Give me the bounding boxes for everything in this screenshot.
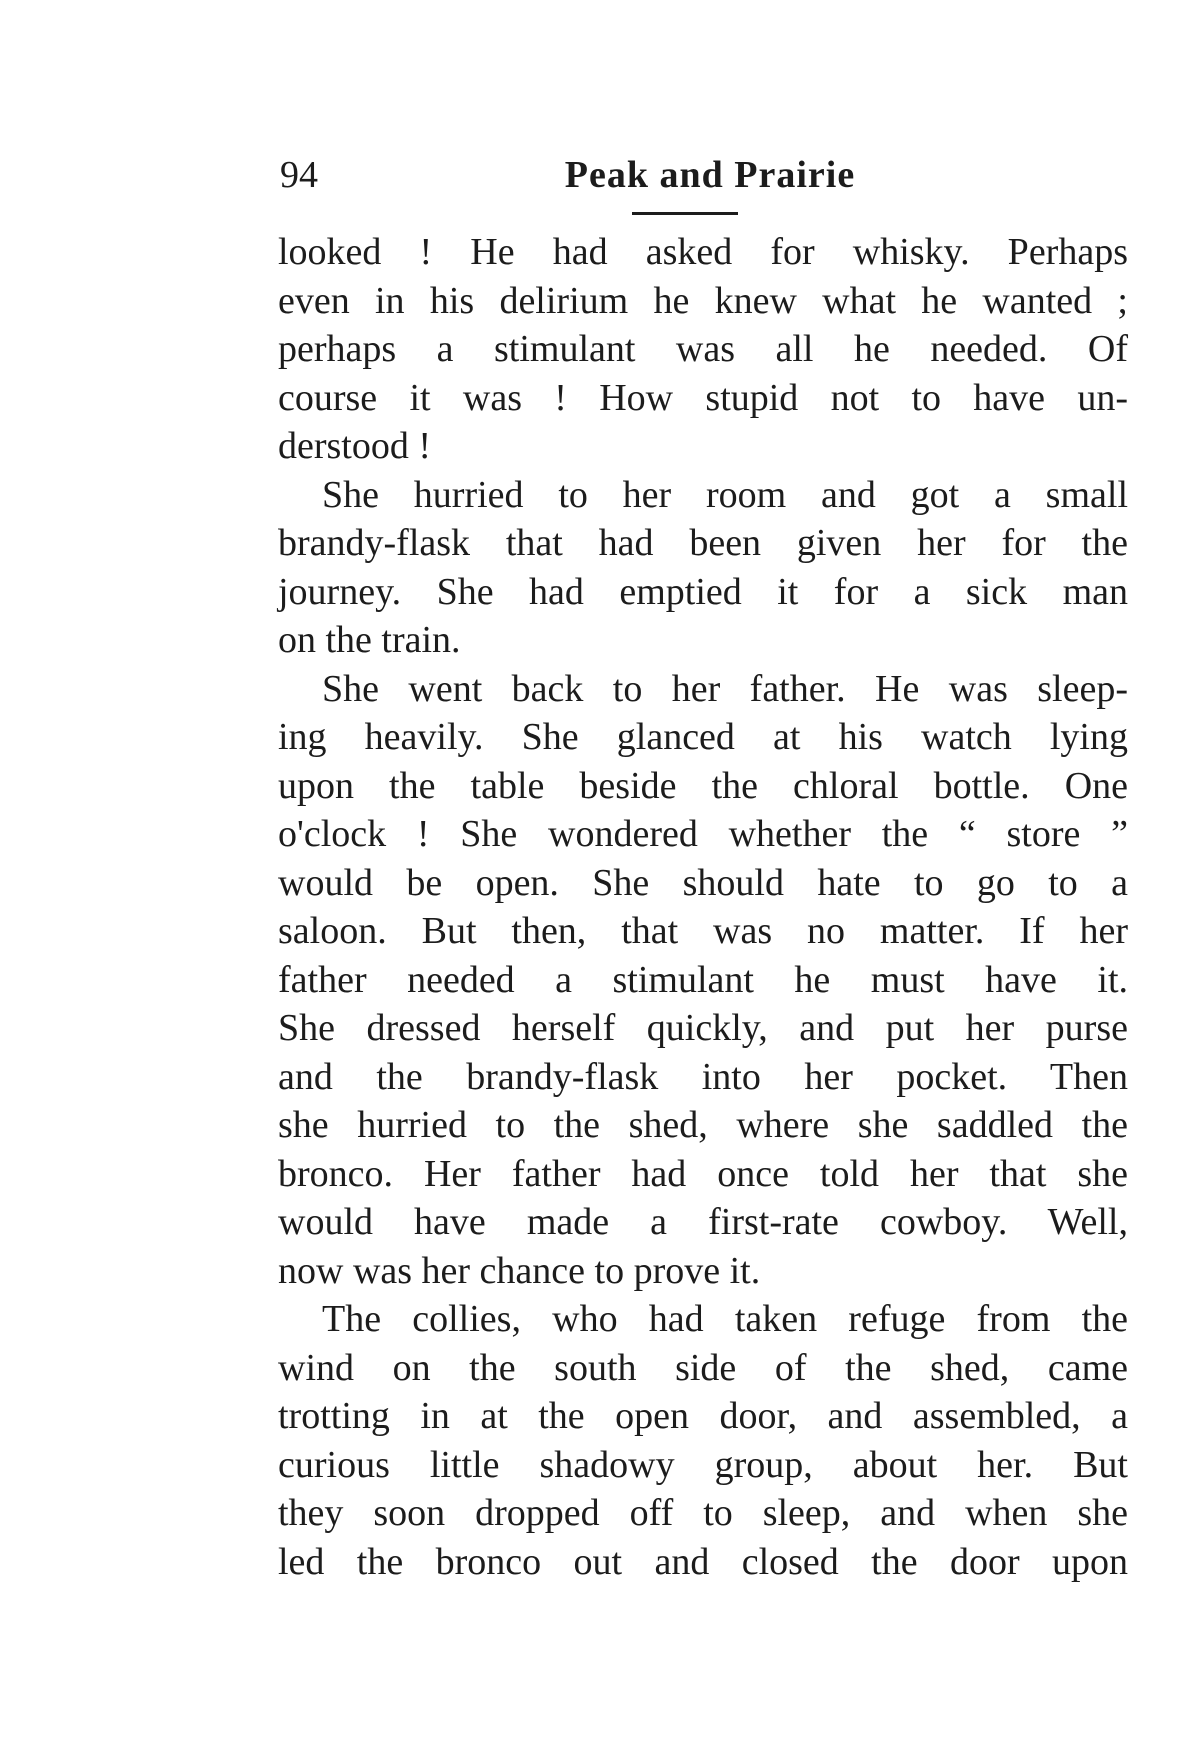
text-line: saloon. But then, that was no matter. If her	[278, 910, 1128, 952]
text-line: She hurried to her room and got a small	[322, 473, 1128, 516]
header-rule	[632, 212, 738, 215]
text-line: now was her chance to prove it.	[278, 1249, 761, 1292]
text-line: upon the table beside the chloral bottle. One	[278, 764, 1128, 807]
text-line: father needed a stimulant he must have it.	[278, 958, 1128, 1001]
text-line: led the bronco out and closed the door upon	[278, 1540, 1128, 1583]
paragraph	[278, 228, 1128, 471]
text-line: curious little shadowy group, about her. But	[278, 1443, 1128, 1486]
text-line: and the brandy-flask into her pocket. Then	[278, 1055, 1128, 1098]
text-line: The collies, who had taken refuge from the	[322, 1298, 1128, 1340]
text-line: looked ! He had asked for whisky. Perhaps	[278, 231, 1128, 273]
text-line: would be open. She should hate to go to a	[278, 861, 1128, 904]
page-number: 94	[280, 154, 318, 196]
text-line: wind on the south side of the shed, came	[278, 1346, 1128, 1389]
text-line: derstood !	[278, 425, 432, 467]
text-line: even in his delirium he knew what he wanted ;	[278, 279, 1128, 322]
text-line: ing heavily. She glanced at his watch lying	[278, 716, 1128, 758]
text-line: would have made a first-rate cowboy. Well,	[278, 1201, 1128, 1243]
text-line: course it was ! How stupid not to have un-	[278, 376, 1128, 419]
running-title: Peak and Prairie	[564, 154, 856, 196]
text-line: o'clock ! She wondered whether the “ store ”	[278, 813, 1128, 855]
text-line: She went back to her father. He was sleep-	[322, 667, 1128, 710]
text-line: brandy-flask that had been given her for the	[278, 522, 1128, 564]
paragraph	[278, 665, 1128, 1296]
text-line: journey. She had emptied it for a sick man	[278, 570, 1128, 613]
page-header	[280, 150, 1130, 200]
text-line: bronco. Her father had once told her that she	[278, 1152, 1128, 1195]
text-line: on the train.	[278, 619, 461, 661]
text-line: She dressed herself quickly, and put her purse	[278, 1007, 1128, 1049]
body-text	[278, 228, 1128, 1586]
text-line: perhaps a stimulant was all he needed. Of	[278, 328, 1128, 370]
text-line: they soon dropped off to sleep, and when she	[278, 1492, 1128, 1534]
paragraph	[278, 471, 1128, 665]
paragraph	[278, 1295, 1128, 1586]
text-line: trotting in at the open door, and assembled, a	[278, 1395, 1128, 1437]
text-line: she hurried to the shed, where she saddled the	[278, 1104, 1128, 1146]
